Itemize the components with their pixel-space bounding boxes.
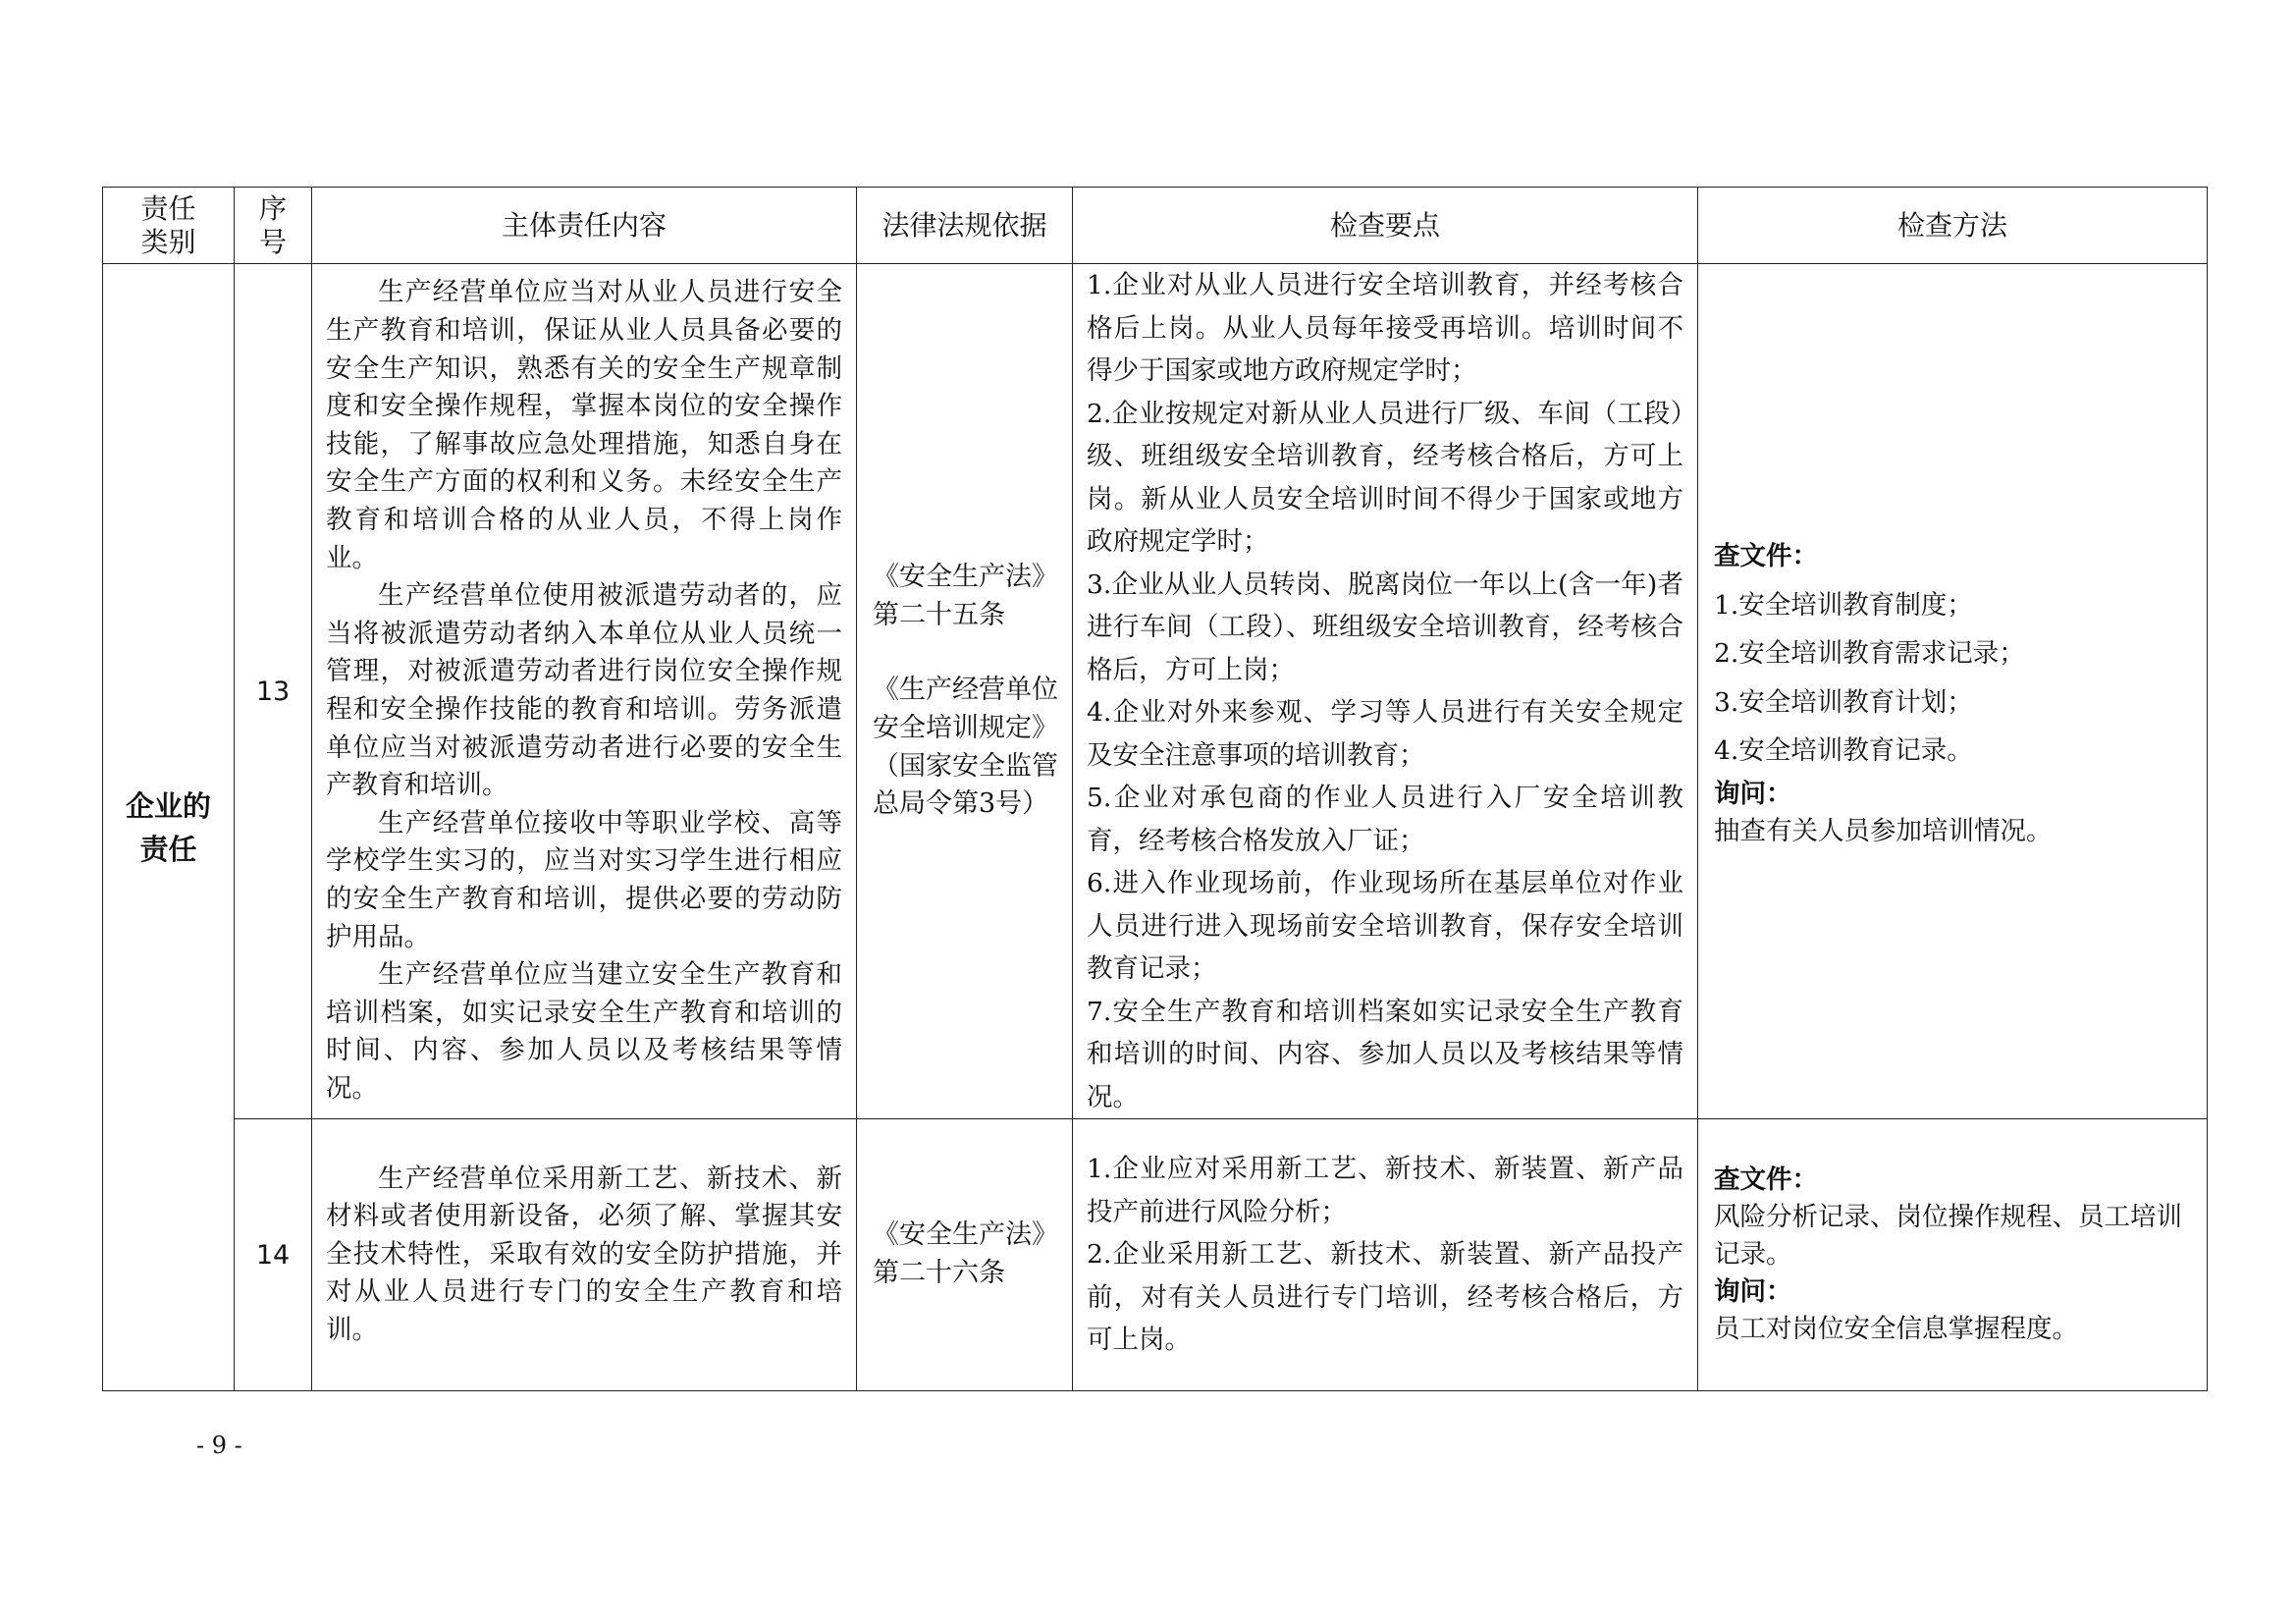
method-item: 3.安全培训教育计划；	[1714, 686, 1973, 718]
method-label-inquiry: 询问：	[1714, 778, 1792, 809]
method-label-documents: 查文件：	[1714, 1164, 1818, 1195]
method-label-documents: 查文件：	[1714, 541, 1818, 572]
content-paragraph: 生产经营单位应当对从业人员进行安全生产教育和培训，保证从业人员具备必要的安全生产知识，熟悉有关的安全生产规章制度和安全操作规程，掌握本岗位的安全操作技能，了解事故应急处理措施，知悉自身在安全生产方面的权利和义务。未经安全生产教育和培训合格的从业人员，不得上岗作业。	[326, 277, 842, 573]
header-content: 主体责任内容	[312, 188, 857, 264]
category-cell: 企业的 责任	[103, 264, 235, 1391]
law-reference: 《安全生产法》第二十六条	[873, 1219, 1058, 1288]
responsibility-table	[102, 187, 2208, 1391]
method-item: 2.安全培训教育需求记录；	[1714, 638, 2025, 670]
page-number: - 9 -	[196, 1432, 242, 1459]
header-method: 检查方法	[1698, 188, 2208, 264]
header-category: 责任 类别	[103, 188, 235, 264]
seq-cell: 14	[235, 1119, 312, 1391]
method-cell	[1698, 1119, 2208, 1391]
content-cell	[312, 264, 857, 1119]
law-cell	[857, 1119, 1073, 1391]
check-point: 7.安全生产教育和培训档案如实记录安全生产教育和培训的时间、内容、参加人员以及考核结果等情况。	[1087, 996, 1683, 1112]
content-paragraph: 生产经营单位接收中等职业学校、高等学校学生实习的，应当对实习学生进行相应的安全生产教育和培训，提供必要的劳动防护用品。	[326, 807, 842, 952]
header-points: 检查要点	[1073, 188, 1698, 264]
method-item: 抽查有关人员参加培训情况。	[1714, 815, 2053, 846]
check-point: 1.企业应对采用新工艺、新技术、新装置、新产品投产前进行风险分析；	[1087, 1154, 1683, 1227]
content-paragraph: 生产经营单位使用被派遣劳动者的，应当将被派遣劳动者纳入本单位从业人员统一管理，对被派遣劳动者进行岗位安全操作规程和安全操作技能的教育和培训。劳务派遣单位应当对被派遣劳动者进行必要的安全生产教育和培训。	[326, 580, 842, 801]
points-cell	[1073, 1119, 1698, 1391]
method-cell	[1698, 264, 2208, 1119]
table-row	[103, 264, 2208, 1119]
method-item: 4.安全培训教育记录。	[1714, 735, 1973, 767]
content-paragraph: 生产经营单位应当建立安全生产教育和培训档案，如实记录安全生产教育和培训的时间、内容、参加人员以及考核结果等情况。	[326, 959, 842, 1104]
method-item: 风险分析记录、岗位操作规程、员工培训记录。	[1714, 1202, 2182, 1270]
law-reference: 《安全生产法》第二十五条	[873, 562, 1058, 630]
check-point: 3.企业从业人员转岗、脱离岗位一年以上(含一年)者进行车间（工段）、班组级安全培训教育，经考核合格后，方可上岗；	[1087, 568, 1683, 685]
law-cell	[857, 264, 1073, 1119]
law-reference: 《生产经营单位安全培训规定》（国家安全监管总局令第3号）	[873, 675, 1058, 820]
header-law: 法律法规依据	[857, 188, 1073, 264]
check-point: 1.企业对从业人员进行安全培训教育，并经考核合格后上岗。从业人员每年接受再培训。培训时间不得少于国家或地方政府规定学时；	[1087, 270, 1683, 386]
check-point: 2.企业按规定对新从业人员进行厂级、车间（工段）级、班组级安全培训教育，经考核合格后，方可上岗。新从业人员安全培训时间不得少于国家或地方政府规定学时；	[1087, 398, 1683, 557]
check-point: 6.进入作业现场前，作业现场所在基层单位对作业人员进行进入现场前安全培训教育，保存安全培训教育记录；	[1087, 868, 1683, 984]
check-point: 5.企业对承包商的作业人员进行入厂安全培训教育，经考核合格发放入厂证；	[1087, 783, 1683, 856]
table-header-row	[103, 188, 2208, 264]
header-seq: 序 号	[235, 188, 312, 264]
points-cell	[1073, 264, 1698, 1119]
method-item: 1.安全培训教育制度；	[1714, 589, 1973, 621]
table-row	[103, 1119, 2208, 1391]
content-cell	[312, 1119, 857, 1391]
method-item: 员工对岗位安全信息掌握程度。	[1714, 1314, 2078, 1344]
method-label-inquiry: 询问：	[1714, 1276, 1792, 1307]
content-paragraph: 生产经营单位采用新工艺、新技术、新材料或者使用新设备，必须了解、掌握其安全技术特性，采取有效的安全防护措施，并对从业人员进行专门的安全生产教育和培训。	[326, 1163, 842, 1345]
seq-cell: 13	[235, 264, 312, 1119]
check-point: 2.企业采用新工艺、新技术、新装置、新产品投产前，对有关人员进行专门培训，经考核合格后，方可上岗。	[1087, 1239, 1683, 1356]
check-point: 4.企业对外来参观、学习等人员进行有关安全规定及安全注意事项的培训教育；	[1087, 697, 1683, 771]
